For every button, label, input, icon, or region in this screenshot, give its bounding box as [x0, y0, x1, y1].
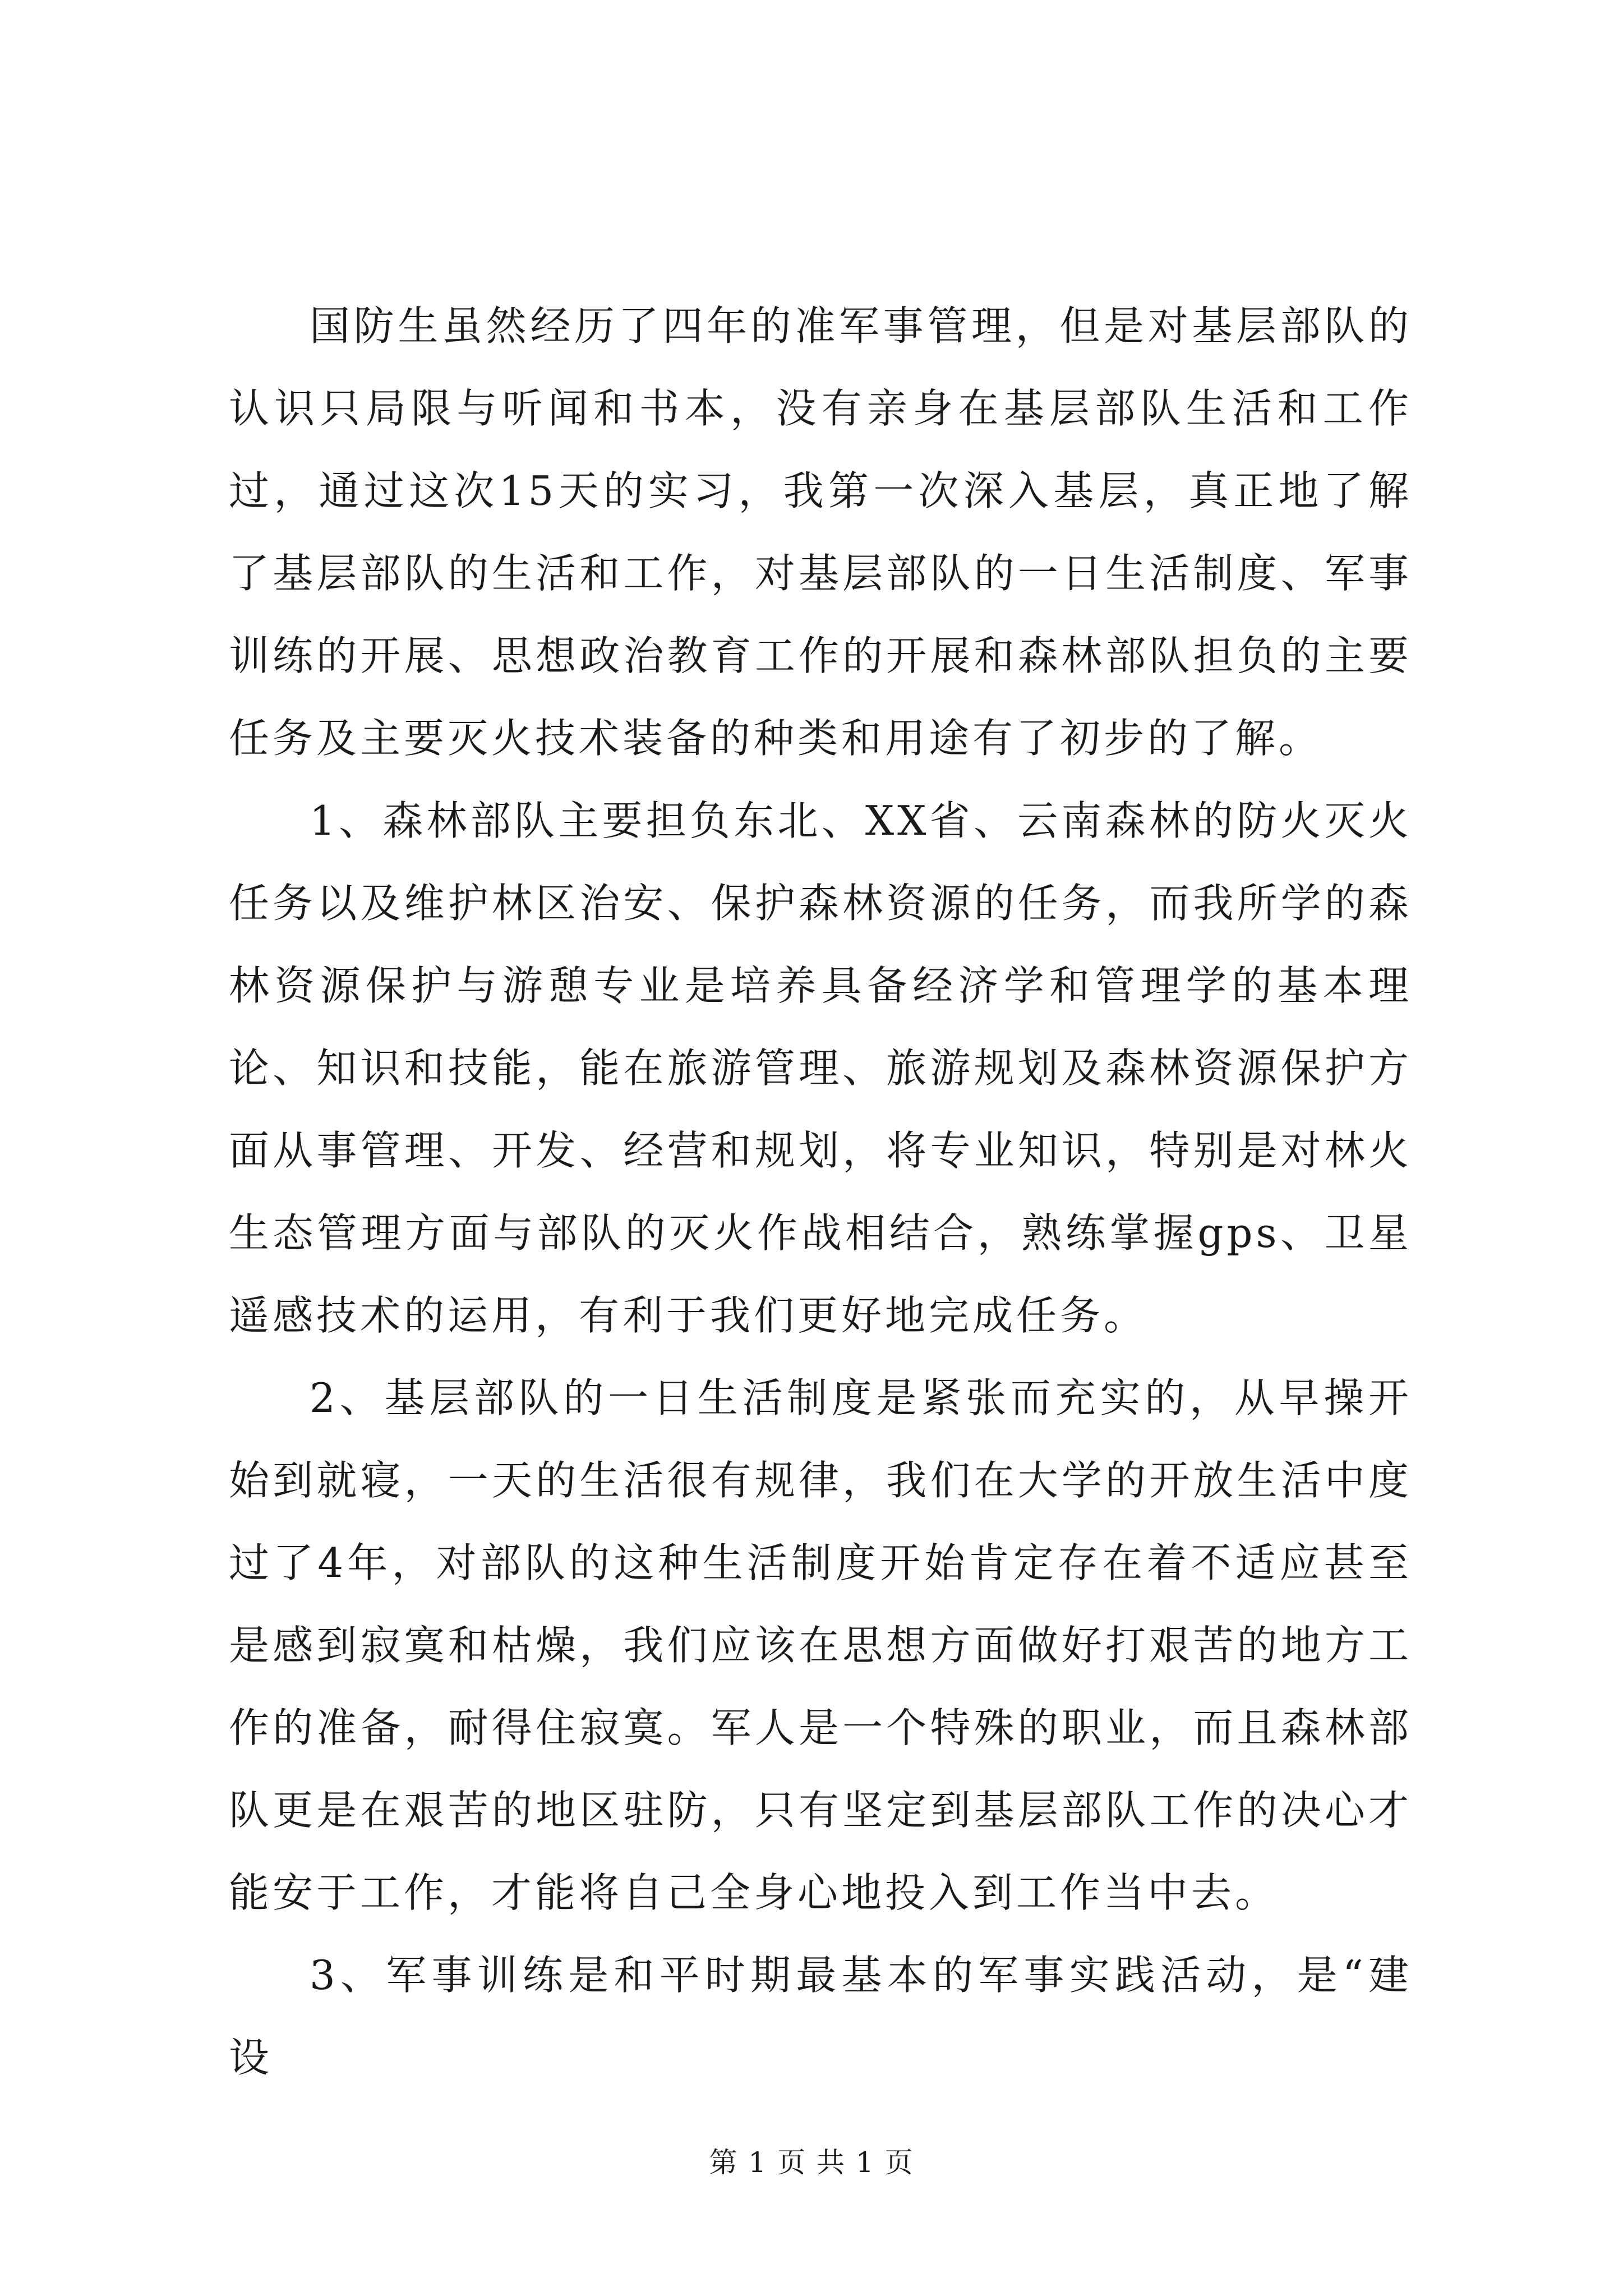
page-footer: [0, 2146, 1623, 2179]
paragraph-point-2: 2、基层部队的一日生活制度是紧张而充实的，从早操开始到就寝，一天的生活很有规律，我们在大学的开放生活中度过了4年，对部队的这种生活制度开始肯定存在着不适应甚至是感到寂寞和枯燥，我们应该在思想方面做好打艰苦的地方工作的准备，耐得住寂寞。军人是一个特殊的职业，而且森林部队更是在艰苦的地区驻防，只有坚定到基层部队工作的决心才能安于工作，才能将自己全身心地投入到工作当中去。: [229, 1374, 1412, 1916]
paragraph-point-1: 1、森林部队主要担负东北、XX省、云南森林的防火灭火任务以及维护林区治安、保护森林资源的任务，而我所学的森林资源保护与游憩专业是培养具备经济学和管理学的基本理论、知识和技能，能在旅游管理、旅游规划及森林资源保护方面从事管理、开发、经营和规划，将专业知识，特别是对林火生态管理方面与部队的灭火作战相结合，熟练掌握gps、卫星遥感技术的运用，有利于我们更好地完成任务。: [229, 797, 1412, 1339]
paragraph-intro: 国防生虽然经历了四年的准军事管理，但是对基层部队的认识只局限与听闻和书本，没有亲身在基层部队生活和工作过，通过这次15天的实习，我第一次深入基层，真正地了解了基层部队的生活和工作，对基层部队的一日生活制度、军事训练的开展、思想政治教育工作的开展和森林部队担负的主要任务及主要灭火技术装备的种类和用途有了初步的了解。: [229, 302, 1412, 762]
document-body: [229, 285, 1412, 2099]
paragraph-point-3: 3、军事训练是和平时期最基本的军事实践活动，是“建设: [229, 1952, 1412, 2081]
page-number-label: 第 1 页 共 1 页: [709, 2146, 914, 2179]
